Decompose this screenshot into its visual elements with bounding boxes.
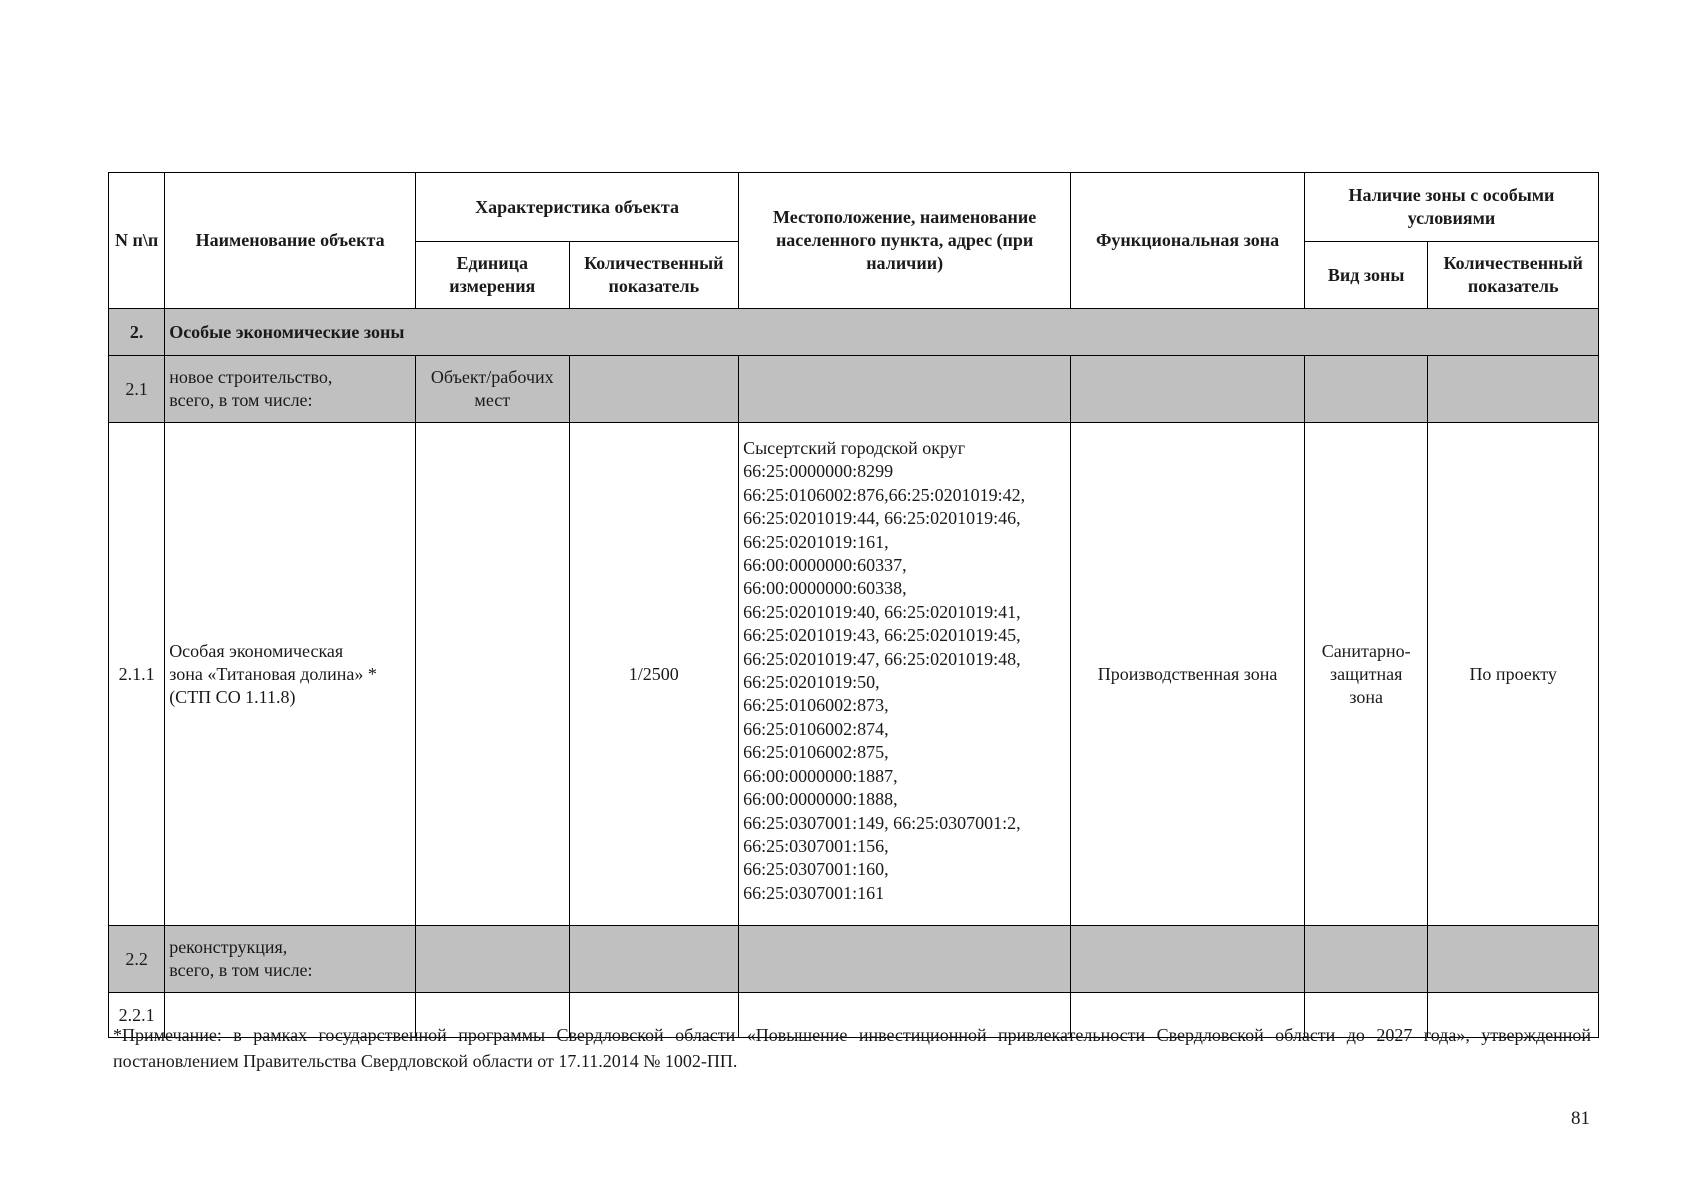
footnote: *Примечание: в рамках государственной программы Свердловской области «Повышение инвестиционной привлекательности Свердловской области до 2027 года», утвержденной постановлением Правительства Свердловской области от 17.11.2014 № 1002-ПП. <box>113 1025 1591 1071</box>
header-location: Местоположение, наименование населенного пункта, адрес (при наличии) <box>739 173 1071 309</box>
header-quantity: Количественный показатель <box>569 242 739 309</box>
header-num: N п\п <box>109 173 165 309</box>
row-zone-type: Санитарно- защитная зона <box>1304 423 1427 926</box>
row-quantity <box>569 926 739 993</box>
address-line: 66:25:0106002:876,66:25:0201019:42, <box>743 484 1026 505</box>
table-row <box>109 926 1599 993</box>
header-special-zone: Наличие зоны с особыми условиями <box>1304 173 1598 242</box>
address-line: 66:25:0106002:875, <box>743 742 889 763</box>
row-num: 2.2 <box>109 926 165 993</box>
header-zone-type: Вид зоны <box>1304 242 1427 309</box>
row-unit: Объект/рабочих мест <box>416 356 570 423</box>
address-line: 66:25:0106002:874, <box>743 718 889 739</box>
row-name: реконструкция, всего, в том числе: <box>165 926 416 993</box>
row-num: 2.1.1 <box>109 423 165 926</box>
row-zone-quantity <box>1428 926 1599 993</box>
objects-table <box>108 172 1599 1038</box>
section-row <box>109 309 1599 356</box>
page-number: 81 <box>1571 1108 1590 1129</box>
row-unit <box>416 926 570 993</box>
row-zone-type <box>1304 926 1427 993</box>
address-line: 66:25:0307001:156, <box>743 835 889 856</box>
row-num: 2.1 <box>109 356 165 423</box>
row-functional-zone: Производственная зона <box>1071 423 1305 926</box>
header-unit: Единица измерения <box>416 242 570 309</box>
address-line: 66:25:0307001:161 <box>743 882 885 903</box>
row-location <box>739 926 1071 993</box>
address-line: 66:25:0201019:50, <box>743 672 880 693</box>
address-line: Сысертский городской округ <box>743 438 966 458</box>
row-unit <box>416 423 570 926</box>
row-name: новое строительство, всего, в том числе: <box>165 356 416 423</box>
address-line: 66:25:0307001:149, 66:25:0307001:2, <box>743 812 1021 833</box>
address-line: 66:00:0000000:1888, <box>743 789 898 810</box>
row-zone-quantity: По проекту <box>1428 423 1599 926</box>
row-quantity <box>569 356 739 423</box>
address-line: 66:00:0000000:60338, <box>743 578 907 599</box>
address-line: 66:25:0201019:161, <box>743 531 889 552</box>
row-num: 2.2.1 <box>109 993 165 1038</box>
header-row-1 <box>109 173 1599 242</box>
row-zone-quantity <box>1428 356 1599 423</box>
header-name: Наименование объекта <box>165 173 416 309</box>
address-line: 66:25:0307001:160, <box>743 859 889 880</box>
header-characteristic: Характеристика объекта <box>416 173 739 242</box>
row-functional-zone <box>1071 926 1305 993</box>
row-zone-type <box>1304 356 1427 423</box>
table-row <box>109 423 1599 926</box>
address-line: 66:25:0201019:44, 66:25:0201019:46, <box>743 508 1021 529</box>
section-num: 2. <box>109 309 165 356</box>
address-line: 66:25:0201019:47, 66:25:0201019:48, <box>743 648 1021 669</box>
address-line: 66:25:0201019:43, 66:25:0201019:45, <box>743 625 1021 646</box>
header-zone-quantity: Количественный показатель <box>1428 242 1599 309</box>
address-line: 66:25:0106002:873, <box>743 695 889 716</box>
section-title: Особые экономические зоны <box>165 309 1599 356</box>
table-row <box>109 356 1599 423</box>
address-line: 66:25:0201019:40, 66:25:0201019:41, <box>743 601 1021 622</box>
header-functional-zone: Функциональная зона <box>1071 173 1305 309</box>
row-location <box>739 356 1071 423</box>
row-name: Особая экономическая зона «Титановая долина» * (СТП СО 1.11.8) <box>165 423 416 926</box>
address-line: 66:00:0000000:1887, <box>743 765 898 786</box>
row-functional-zone <box>1071 356 1305 423</box>
address-line: 66:00:0000000:60337, <box>743 555 907 576</box>
row-location <box>739 423 1071 926</box>
address-line: 66:25:0000000:8299 <box>743 461 894 482</box>
row-quantity: 1/2500 <box>569 423 739 926</box>
